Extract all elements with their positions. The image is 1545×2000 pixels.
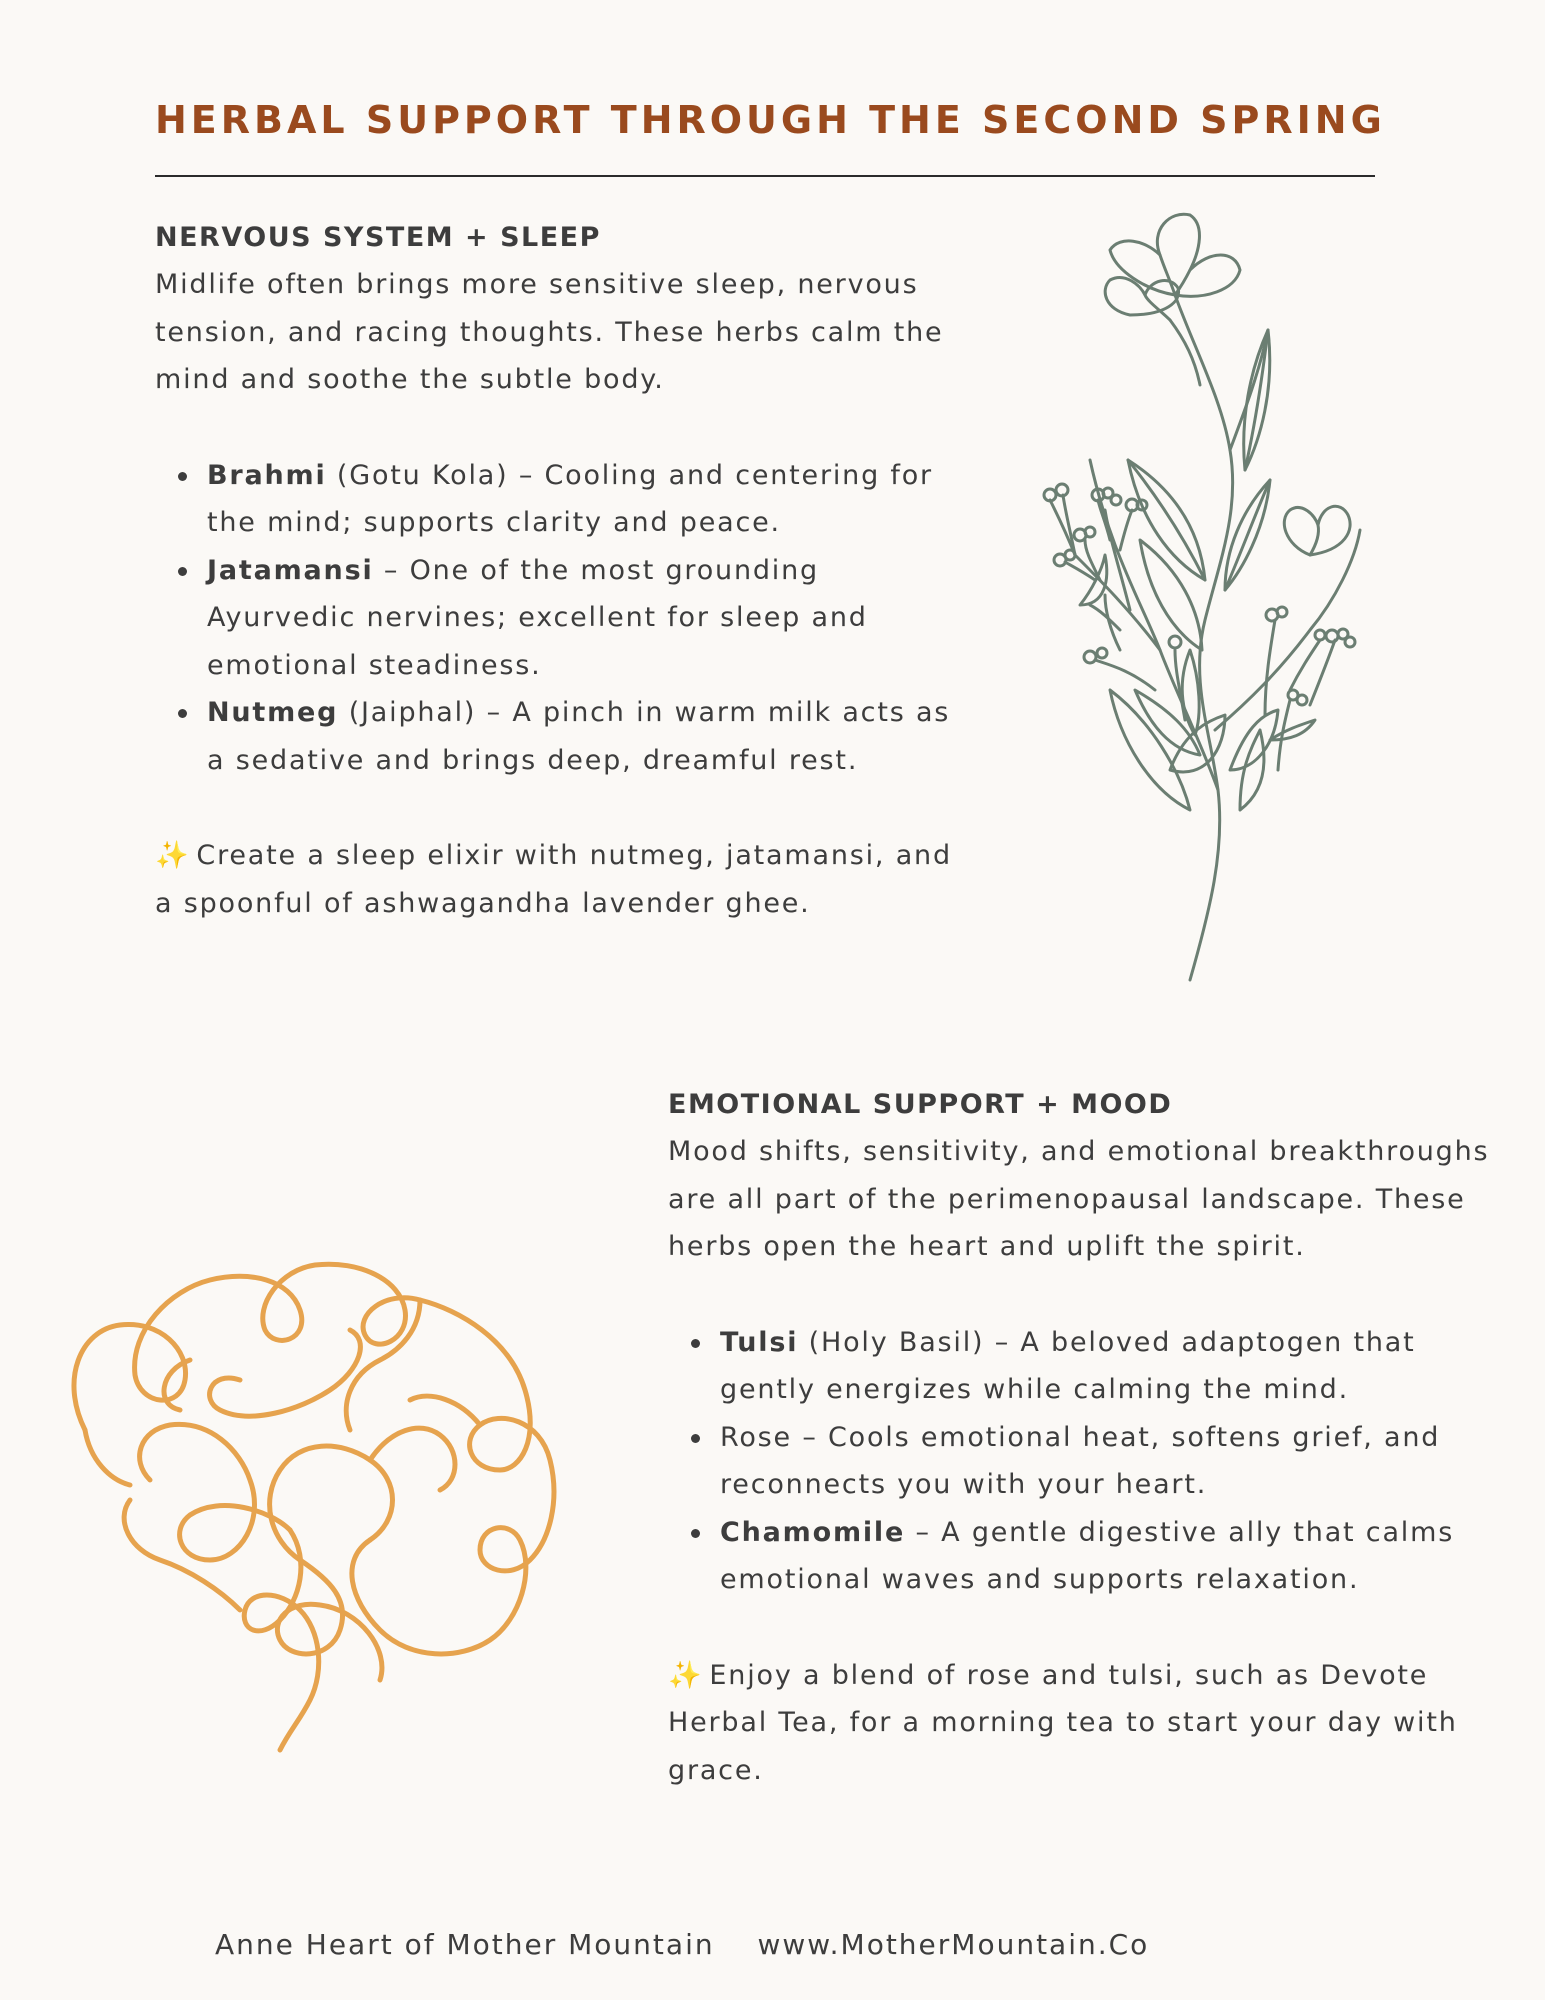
herb-name: Jatamansi <box>207 554 374 586</box>
page-title: HERBAL SUPPORT THROUGH THE SECOND SPRING <box>155 98 1386 142</box>
herb-description: Rose – Cools emotional heat, softens grief, and reconnects you with your heart. <box>720 1421 1441 1500</box>
section-nervous-system <box>155 215 955 927</box>
sparkle-icon: ✨ <box>668 1659 704 1691</box>
bullet-icon <box>178 472 187 481</box>
herb-name: Nutmeg <box>207 697 339 728</box>
herb-item <box>720 1509 1508 1604</box>
section-intro: Midlife often brings more sensitive sleep, nervous tension, and racing thoughts. These herbs calm the mind and soothe the subtle body. <box>155 269 944 395</box>
herb-description: (Holy Basil) – A beloved adaptogen that gently energizes while calming the mind. <box>720 1326 1416 1405</box>
sparkle-icon: ✨ <box>155 840 191 871</box>
herb-name: Tulsi <box>720 1326 799 1358</box>
herb-item <box>207 452 955 547</box>
herb-description: (Jaiphal) – A pinch in warm milk acts as a sedative and brings deep, dreamful rest. <box>207 697 951 776</box>
herb-name: Chamomile <box>720 1516 906 1548</box>
herb-item <box>720 1319 1508 1414</box>
section-intro: Mood shifts, sensitivity, and emotional breakthroughs are all part of the perimenopausal landscape. These herbs open the heart and uplift the spirit. <box>668 1136 1490 1262</box>
tip-text: Create a sleep elixir with nutmeg, jatamansi, and a spoonful of ashwagandha lavender ghee. <box>155 840 952 919</box>
title-divider <box>155 175 1375 177</box>
herb-name: Brahmi <box>207 459 327 491</box>
footer <box>215 1928 1149 1961</box>
section-heading: NERVOUS SYSTEM + SLEEP <box>155 222 601 253</box>
section-heading: EMOTIONAL SUPPORT + MOOD <box>668 1089 1173 1120</box>
herb-item <box>207 689 955 784</box>
footer-website-link[interactable]: www.MotherMountain.Co <box>757 1928 1150 1961</box>
herb-description: (Gotu Kola) – Cooling and centering for the mind; supports clarity and peace. <box>207 459 933 538</box>
herb-item <box>207 547 955 690</box>
bullet-icon <box>691 1339 700 1348</box>
bullet-icon <box>691 1434 700 1443</box>
botanical-sprig-icon <box>1010 210 1390 990</box>
brain-line-icon <box>40 1230 600 1790</box>
bullet-icon <box>178 709 187 718</box>
tip-text: Enjoy a blend of rose and tulsi, such as Devote Herbal Tea, for a morning tea to start your day with grace. <box>668 1659 1458 1786</box>
herb-list <box>668 1319 1508 1604</box>
bullet-icon <box>691 1529 700 1538</box>
bullet-icon <box>178 567 187 576</box>
herb-list <box>155 452 955 785</box>
footer-author: Anne Heart of Mother Mountain <box>215 1928 715 1961</box>
herb-item <box>720 1414 1508 1509</box>
section-emotional-support <box>668 1082 1508 1794</box>
sleep-elixir-tip <box>155 832 955 927</box>
tea-blend-tip <box>668 1652 1508 1795</box>
herb-description: – One of the most grounding Ayurvedic nervines; excellent for sleep and emotional steadiness. <box>207 554 868 681</box>
herb-description: – A gentle digestive ally that calms emotional waves and supports relaxation. <box>720 1516 1455 1595</box>
